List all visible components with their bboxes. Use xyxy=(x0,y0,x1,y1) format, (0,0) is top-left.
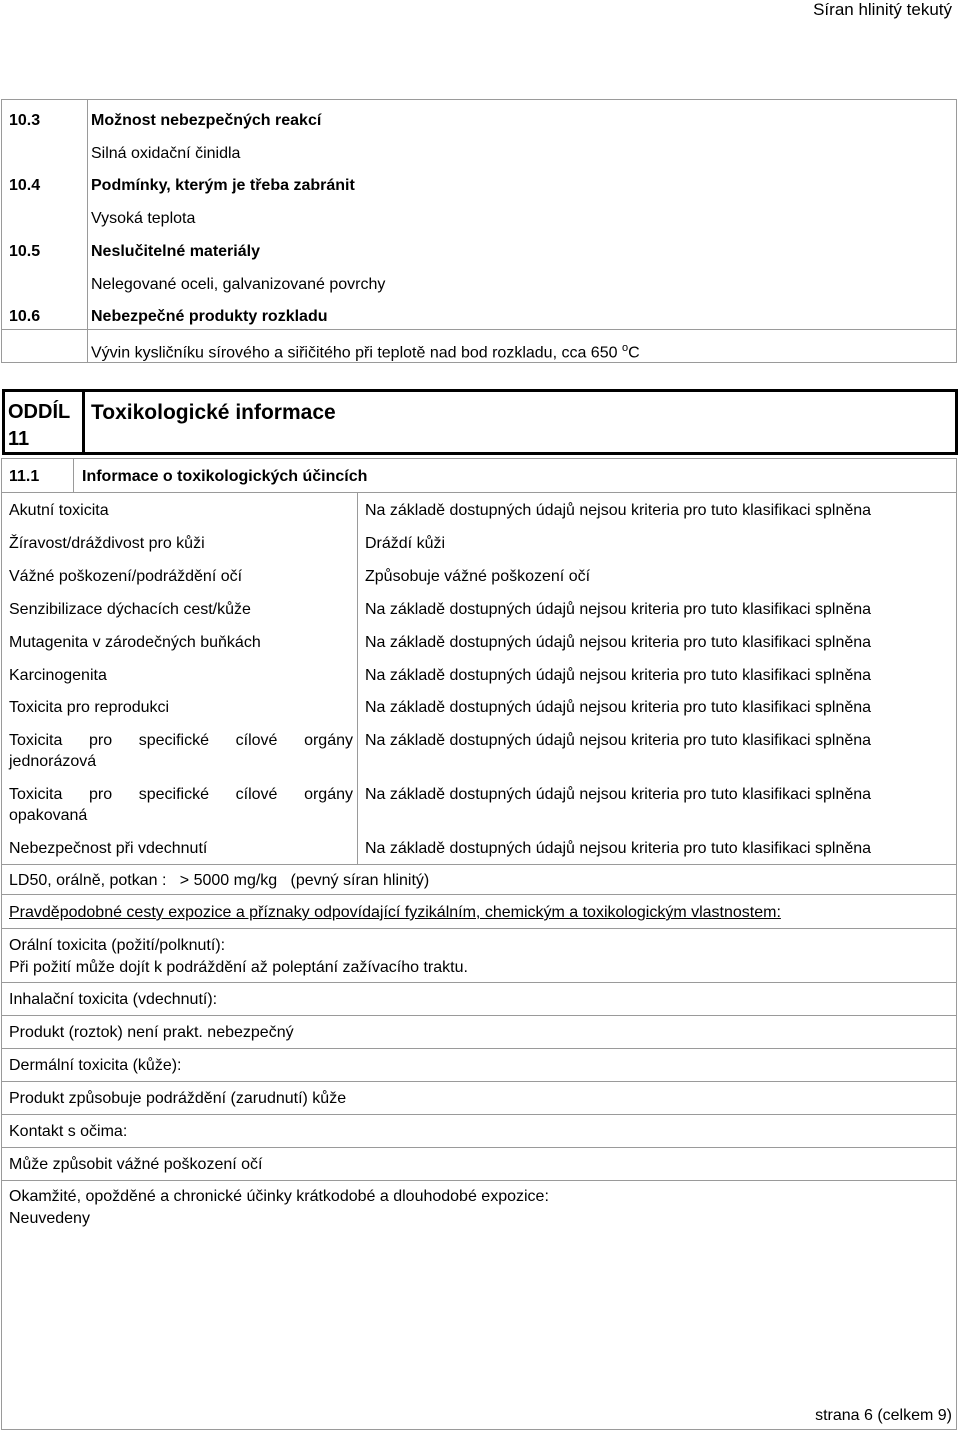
eye-contact-heading: Kontakt s očima: xyxy=(9,1123,128,1140)
section-10-3-title: Možnost nebezpečných reakcí xyxy=(91,112,322,129)
section-10-4-number: 10.4 xyxy=(9,177,41,194)
subsection-11-1-number: 11.1 xyxy=(9,468,40,485)
tox-row-value: Způsobuje vážné poškození očí xyxy=(365,568,591,585)
routes-divider xyxy=(1,928,957,929)
section-10-row-line xyxy=(1,329,957,330)
dermal-divider-2 xyxy=(1,1114,957,1115)
tox-row-label: Vážné poškození/podráždění očí xyxy=(9,568,243,585)
tox-row-label xyxy=(9,784,353,826)
tox-row-value: Na základě dostupných údajů nejsou kriteria pro tuto klasifikaci splněna xyxy=(365,601,872,618)
page-number: strana 6 (celkem 9) xyxy=(811,1407,952,1425)
tox-row-value: Na základě dostupných údajů nejsou kriteria pro tuto klasifikaci splněna xyxy=(365,634,872,651)
eye-contact-text: Může způsobit vážné poškození očí xyxy=(9,1156,263,1173)
section-10-5-content: Nelegované oceli, galvanizované povrchy xyxy=(91,276,386,293)
tox-row-value: Dráždí kůži xyxy=(365,535,446,552)
tox-row-value: Na základě dostupných údajů nejsou kriteria pro tuto klasifikaci splněna xyxy=(365,502,872,519)
ld50-line xyxy=(9,872,429,890)
dermal-toxicity-heading: Dermální toxicita (kůže): xyxy=(9,1057,182,1074)
section-10-6-content: Vývin kysličníku sírového a siřičitého při teplotě nad bod rozkladu, cca 650 $^o$C xyxy=(91,342,640,362)
chronic-effects-heading: Okamžité, opožděné a chronické účinky krátkodobé a dlouhodobé expozice: xyxy=(9,1188,549,1205)
tox-row-label-line2: jednorázová xyxy=(9,753,97,770)
exposure-routes-heading: Pravděpodobné cesty expozice a příznaky odpovídající fyzikálním, chemickým a toxikologickým vlastnostem: xyxy=(9,904,781,921)
inhalation-divider-1 xyxy=(1,1015,957,1016)
section-10-3-number: 10.3 xyxy=(9,112,41,129)
ld50-label: LD50, orálně, potkan : xyxy=(9,872,167,889)
tox-row-value: Na základě dostupných údajů nejsou kriteria pro tuto klasifikaci splněna xyxy=(365,667,872,684)
tox-row-label: Senzibilizace dýchacích cest/kůže xyxy=(9,601,251,618)
oral-divider xyxy=(1,982,957,983)
ld50-note: (pevný síran hlinitý) xyxy=(290,872,430,889)
section-10-4-content: Vysoká teplota xyxy=(91,210,196,227)
ld50-line-divider xyxy=(1,894,957,895)
oral-toxicity-heading: Orální toxicita (požití/polknutí): xyxy=(9,937,226,954)
tox-row-label-line1: Toxicita pro specifické cílové orgány xyxy=(9,732,353,749)
section-10-3-content: Silná oxidační činidla xyxy=(91,145,241,162)
ld50-value: > 5000 mg/kg xyxy=(179,872,278,889)
tox-row-label: Nebezpečnost při vdechnutí xyxy=(9,840,208,857)
tox-row-value: Na základě dostupných údajů nejsou kriteria pro tuto klasifikaci splněna xyxy=(365,840,872,857)
subsection-11-1-title: Informace o toxikologických účincích xyxy=(82,468,368,485)
oral-toxicity-text: Při požití může dojít k podráždění až poleptání zažívacího traktu. xyxy=(9,959,468,976)
subsection-divider xyxy=(73,458,74,492)
tox-row-label-line2: opakovaná xyxy=(9,807,88,824)
tox-row-label xyxy=(9,730,353,772)
inhalation-toxicity-text: Produkt (roztok) není prakt. nebezpečný xyxy=(9,1024,294,1041)
section-10-5-number: 10.5 xyxy=(9,243,41,260)
tox-table-divider xyxy=(357,492,358,864)
section-11-heading-divider xyxy=(82,389,85,455)
tox-row-value: Na základě dostupných údajů nejsou kriteria pro tuto klasifikaci splněna xyxy=(365,699,872,716)
tox-row-label: Toxicita pro reprodukci xyxy=(9,699,170,716)
chronic-effects-text: Neuvedeny xyxy=(9,1210,90,1227)
tox-row-value: Na základě dostupných údajů nejsou kriteria pro tuto klasifikaci splněna xyxy=(365,786,872,803)
tox-row-label: Akutní toxicita xyxy=(9,502,109,519)
tox-row-label-line1: Toxicita pro specifické cílové orgány xyxy=(9,786,353,803)
inhalation-toxicity-heading: Inhalační toxicita (vdechnutí): xyxy=(9,991,218,1008)
section-10-6-title: Nebezpečné produkty rozkladu xyxy=(91,308,328,325)
section-10-4-title: Podmínky, kterým je třeba zabránit xyxy=(91,177,355,194)
dermal-toxicity-text: Produkt způsobuje podráždění (zarudnutí) kůže xyxy=(9,1090,347,1107)
section-10-divider xyxy=(87,99,88,363)
tox-row-label: Mutagenita v zárodečných buňkách xyxy=(9,634,261,651)
tox-row-label: Karcinogenita xyxy=(9,667,107,684)
tox-row-value: Na základě dostupných údajů nejsou kriteria pro tuto klasifikaci splněna xyxy=(365,732,872,749)
section-11-title: Toxikologické informace xyxy=(91,401,336,424)
dermal-divider-1 xyxy=(1,1081,957,1082)
subsection-line xyxy=(1,492,957,493)
section-11-number: 11 xyxy=(8,428,30,450)
section-11-label: ODDÍL xyxy=(8,401,71,423)
tox-table-bottom-line xyxy=(1,864,957,865)
section-10-6-number: 10.6 xyxy=(9,308,41,325)
section-10-5-title: Neslučitelné materiály xyxy=(91,243,260,260)
inhalation-divider-2 xyxy=(1,1048,957,1049)
eye-divider-1 xyxy=(1,1147,957,1148)
eye-divider-2 xyxy=(1,1180,957,1181)
document-header-title: Síran hlinitý tekutý xyxy=(813,0,952,19)
tox-row-label: Žíravost/dráždivost pro kůži xyxy=(9,535,205,552)
